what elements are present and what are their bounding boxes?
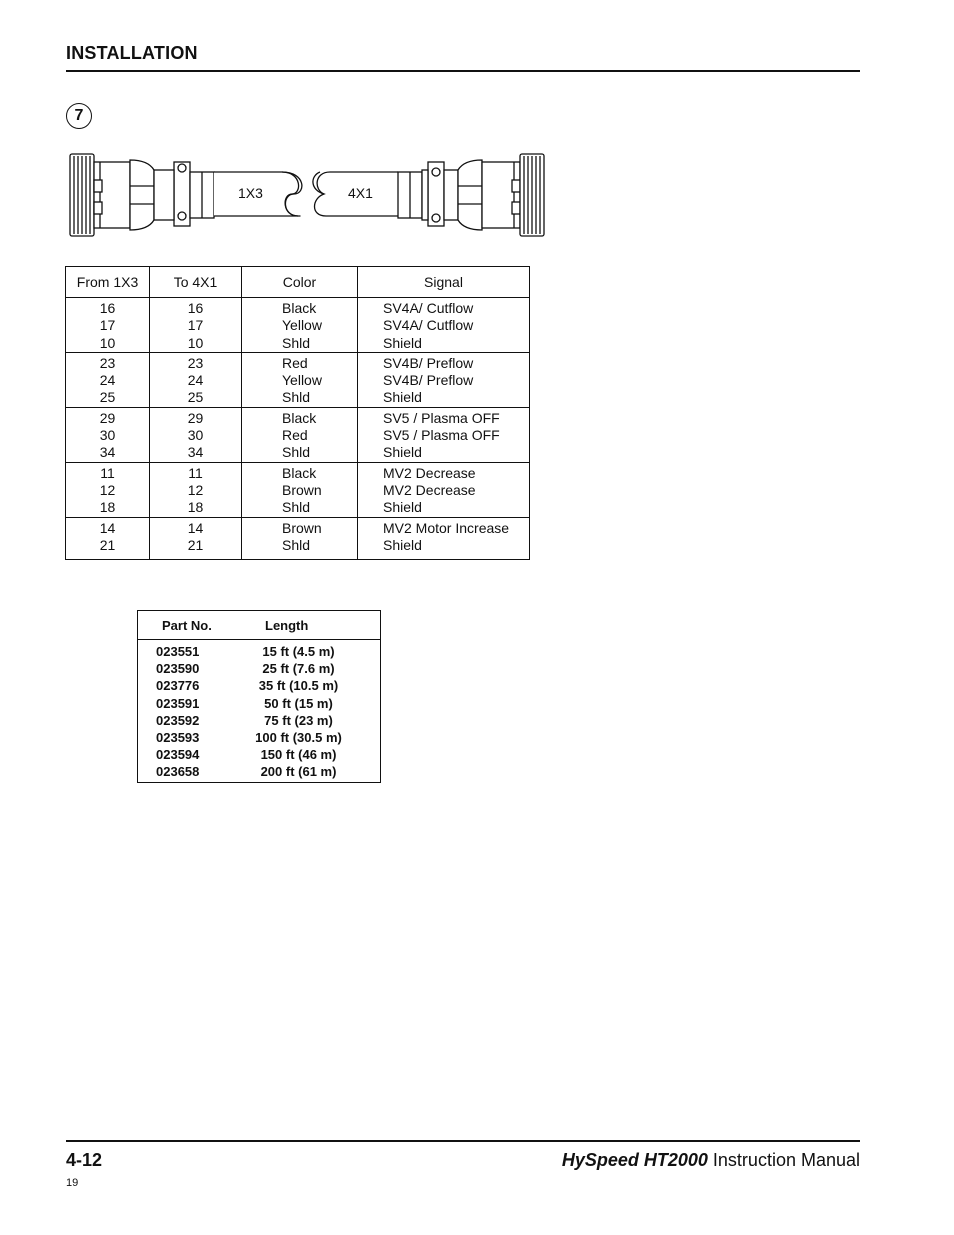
color-cell bbox=[242, 517, 358, 559]
header-from: From 1X3 bbox=[66, 267, 150, 298]
wire-color: Yellow bbox=[282, 372, 322, 389]
cable-length: 75 ft (23 m) bbox=[264, 712, 333, 728]
signal-name: Shield bbox=[383, 499, 422, 516]
footnote: 19 bbox=[66, 1177, 79, 1189]
from-pin: 24 bbox=[99, 372, 116, 389]
to-cell bbox=[150, 298, 242, 353]
signal-name: SV4B/ Preflow bbox=[383, 354, 474, 371]
wiring-group-row bbox=[66, 462, 530, 517]
signal-cell bbox=[358, 462, 530, 517]
from-pin: 14 bbox=[99, 519, 116, 536]
signal-cell bbox=[358, 298, 530, 353]
from-cell bbox=[66, 517, 150, 559]
part-row bbox=[138, 729, 381, 746]
header-signal: Signal bbox=[358, 267, 530, 298]
to-cell bbox=[150, 407, 242, 462]
from-pin: 23 bbox=[99, 354, 116, 371]
from-cell bbox=[66, 462, 150, 517]
cable-length: 35 ft (10.5 m) bbox=[258, 678, 339, 694]
cable-length: 200 ft (61 m) bbox=[260, 764, 337, 780]
part-row bbox=[138, 677, 381, 694]
from-pin: 17 bbox=[99, 317, 116, 334]
from-cell bbox=[66, 298, 150, 353]
page-number: 4-12 bbox=[66, 1150, 103, 1170]
step-number-badge: 7 bbox=[66, 103, 92, 129]
header-length: Length bbox=[237, 611, 381, 640]
to-pin: 34 bbox=[187, 444, 204, 461]
from-cell bbox=[66, 407, 150, 462]
from-pin: 11 bbox=[100, 464, 115, 481]
to-pin: 30 bbox=[187, 427, 204, 444]
to-pin: 10 bbox=[187, 334, 204, 351]
to-cell bbox=[150, 352, 242, 407]
wiring-group-row bbox=[66, 352, 530, 407]
left-connector-label: 1X3 bbox=[238, 185, 263, 201]
wire-color: Red bbox=[282, 427, 308, 444]
wiring-group-row bbox=[66, 407, 530, 462]
wire-color: Black bbox=[282, 409, 317, 426]
signal-name: Shield bbox=[383, 389, 422, 406]
cable-length: 50 ft (15 m) bbox=[264, 695, 333, 711]
signal-cell bbox=[358, 352, 530, 407]
wire-color: Black bbox=[282, 300, 317, 316]
wire-color: Black bbox=[282, 464, 317, 481]
part-row bbox=[138, 695, 381, 712]
wire-color: Brown bbox=[282, 481, 322, 498]
signal-name: SV5 / Plasma OFF bbox=[383, 427, 500, 444]
signal-name: Shield bbox=[383, 536, 422, 553]
part-number: 023658 bbox=[156, 764, 200, 780]
wire-color: Yellow bbox=[282, 317, 322, 334]
part-number: 023594 bbox=[156, 747, 200, 763]
wire-color: Shld bbox=[282, 499, 311, 516]
part-number-table bbox=[137, 610, 381, 783]
to-pin: 25 bbox=[187, 389, 204, 406]
right-connector-label: 4X1 bbox=[348, 185, 373, 201]
from-pin: 16 bbox=[99, 300, 116, 316]
signal-cell bbox=[358, 517, 530, 559]
part-row bbox=[138, 660, 381, 677]
signal-name: Shield bbox=[383, 334, 422, 351]
signal-name: MV2 Motor Increase bbox=[383, 519, 510, 536]
part-number: 023591 bbox=[156, 695, 200, 711]
to-cell bbox=[150, 462, 242, 517]
wire-color: Red bbox=[282, 354, 308, 371]
to-pin: 17 bbox=[187, 317, 204, 334]
from-pin: 30 bbox=[99, 427, 116, 444]
wiring-table-header bbox=[66, 267, 530, 298]
to-pin: 29 bbox=[187, 409, 204, 426]
to-pin: 23 bbox=[187, 354, 204, 371]
signal-cell bbox=[358, 407, 530, 462]
header-color: Color bbox=[242, 267, 358, 298]
from-pin: 21 bbox=[99, 536, 116, 553]
color-cell bbox=[242, 462, 358, 517]
from-pin: 10 bbox=[99, 334, 116, 351]
manual-title bbox=[562, 1150, 860, 1171]
signal-name: MV2 Decrease bbox=[383, 481, 476, 498]
wire-color: Brown bbox=[282, 519, 322, 536]
signal-name: Shield bbox=[383, 444, 422, 461]
to-pin: 16 bbox=[187, 300, 204, 316]
part-number: 023551 bbox=[156, 644, 200, 659]
signal-name: SV4A/ Cutflow bbox=[383, 300, 474, 316]
wire-color: Shld bbox=[282, 444, 311, 461]
to-pin: 21 bbox=[187, 536, 204, 553]
cable-length: 150 ft (46 m) bbox=[260, 747, 337, 763]
signal-name: SV4B/ Preflow bbox=[383, 372, 474, 389]
wire-color: Shld bbox=[282, 334, 311, 351]
part-number: 023593 bbox=[156, 730, 200, 746]
part-row bbox=[138, 712, 381, 729]
from-pin: 29 bbox=[99, 409, 116, 426]
from-pin: 18 bbox=[99, 499, 116, 516]
product-brand: HySpeed HT2000 bbox=[561, 1150, 708, 1170]
cable-length: 15 ft (4.5 m) bbox=[262, 644, 335, 659]
part-number: 023592 bbox=[156, 712, 200, 728]
to-cell bbox=[150, 517, 242, 559]
signal-name: SV5 / Plasma OFF bbox=[383, 409, 500, 426]
to-pin: 18 bbox=[187, 499, 204, 516]
from-cell bbox=[66, 352, 150, 407]
part-table-header bbox=[138, 611, 381, 640]
header-to: To 4X1 bbox=[150, 267, 242, 298]
wire-color: Shld bbox=[282, 536, 311, 553]
header-rule bbox=[66, 70, 860, 72]
to-pin: 12 bbox=[187, 481, 204, 498]
signal-name: MV2 Decrease bbox=[383, 464, 476, 481]
part-number: 023776 bbox=[156, 678, 200, 694]
manual-label: Instruction Manual bbox=[712, 1150, 860, 1170]
cable-diagram bbox=[66, 150, 556, 240]
wiring-table bbox=[65, 266, 530, 560]
from-pin: 25 bbox=[99, 389, 116, 406]
color-cell bbox=[242, 352, 358, 407]
to-pin: 11 bbox=[188, 464, 203, 481]
cable-length: 100 ft (30.5 m) bbox=[255, 730, 342, 746]
to-pin: 24 bbox=[187, 372, 204, 389]
part-row bbox=[138, 763, 381, 782]
to-pin: 14 bbox=[187, 519, 204, 536]
header-part-no: Part No. bbox=[138, 611, 238, 640]
wiring-group-row bbox=[66, 298, 530, 353]
section-title: INSTALLATION bbox=[66, 43, 198, 63]
from-pin: 34 bbox=[99, 444, 116, 461]
color-cell bbox=[242, 407, 358, 462]
footer-rule bbox=[66, 1140, 860, 1142]
color-cell bbox=[242, 298, 358, 353]
wire-color: Shld bbox=[282, 389, 311, 406]
from-pin: 12 bbox=[99, 481, 116, 498]
wiring-group-row bbox=[66, 517, 530, 559]
signal-name: SV4A/ Cutflow bbox=[383, 317, 474, 334]
part-row bbox=[138, 746, 381, 763]
part-number: 023590 bbox=[156, 661, 200, 677]
part-row bbox=[138, 640, 381, 661]
cable-length: 25 ft (7.6 m) bbox=[262, 661, 335, 677]
